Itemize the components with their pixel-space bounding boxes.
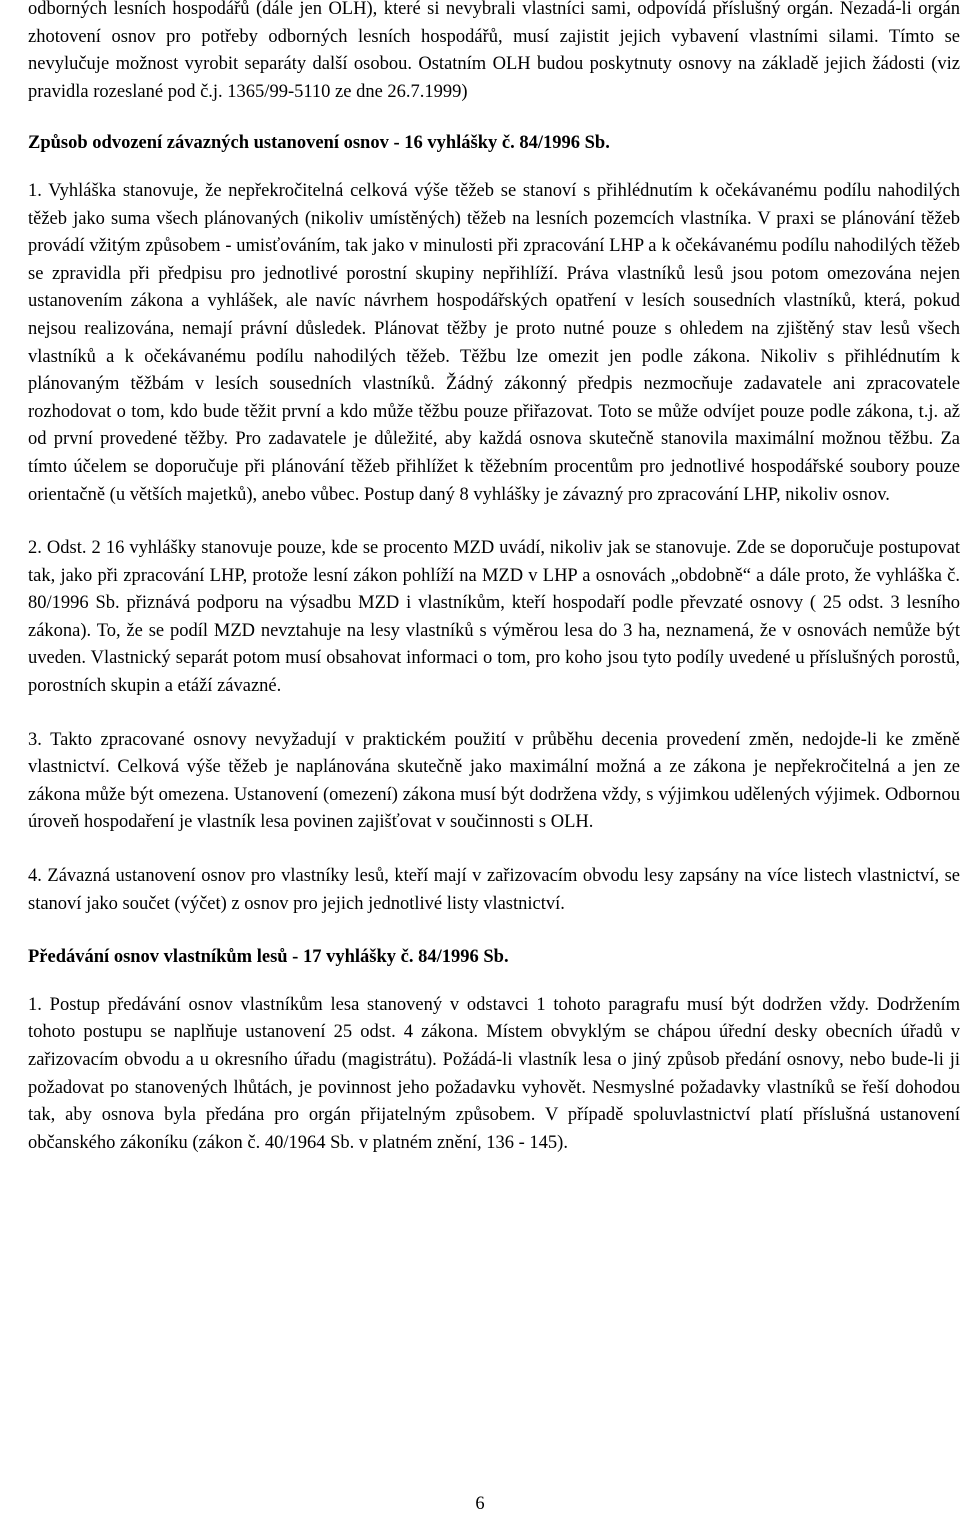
section-heading-predavani: Předávání osnov vlastníkům lesů - 17 vyhlášky č. 84/1996 Sb. [28, 947, 509, 968]
section1-item-4: 4. Závazná ustanovení osnov pro vlastníky lesů, kteří mají v zařizovacím obvodu lesy zapsány na více listech vlastnictví, se stanoví jako součet (výčet) z osnov pro jejich jednotlivé listy vlastnictví. [28, 866, 960, 914]
section1-item-3: 3. Takto zpracované osnovy nevyžadují v praktickém použití v průběhu decenia provedení změn, nedojde-li ke změně vlastnictví. Celková výše těžeb je naplánována skutečně jako maximální možná a ze zákona je nepřekročitelná a jen ze zákona může být omezena. Ustanovení (omezení) zákona musí být dodržena vždy, s výjimkou udělených výjimek. Odbornou úroveň hospodaření je vlastník lesa povinen zajišťovat v součinnosti s OLH. [28, 729, 960, 833]
page-number: 6 [475, 1494, 485, 1514]
intro-paragraph: odborných lesních hospodářů (dále jen OLH), které si nevybrali vlastníci sami, odpovídá příslušný orgán. Nezadá-li orgán zhotovení osnov pro potřeby odborných lesních hospodářů, musí zajistit jejich vybavení vlastními silami. Tímto se nevylučuje možnost vyrobit separáty další osobou. Ostatním OLH budou poskytnuty osnovy na základě jejich žádosti (viz pravidla rozeslané pod č.j. 1365/99-5110 ze dne 26.7.1999) [28, 0, 960, 102]
section2-item-1: 1. Postup předávání osnov vlastníkům lesa stanovený v odstavci 1 tohoto paragrafu musí být dodržen vždy. Dodržením tohoto postupu se naplňuje ustanovení 25 odst. 4 zákona. Místem obvyklým se chápou úřední desky obecních úřadů v zařizovacím obvodu a u okresního úřadu (magistrátu). Požádá-li vlastník lesa o jiný způsob předání osnovy, nebo bude-li ji požadovat po stanovených lhůtách, je povinnost jeho požadavku vyhovět. Nesmyslné požadavky vlastníků se řeší dohodou tak, aby osnova byla předána pro orgán přijatelným způsobem. V případě spoluvlastnictví platí příslušná ustanovení občanského zákoníku (zákon č. 40/1964 Sb. v platném znění, 136 - 145). [28, 994, 960, 1153]
section1-item-1: 1. Vyhláška stanovuje, že nepřekročitelná celková výše těžeb se stanoví s přihlédnutím k očekávanému podílu nahodilých těžeb jako suma všech plánovaných (nikoliv umístěných) těžeb na lesních pozemcích vlastníka. V praxi se plánování těžeb provádí vžitým způsobem - umisťováním, tak jako v minulosti při zpracování LHP a k očekávanému podílu nahodilých těžeb se zpravidla při předpisu pro jednotlivé porostní skupiny nepřihlíží. Práva vlastníků lesů jsou potom omezována nejen ustanovením zákona a vyhlášek, ale navíc návrhem hospodářských opatření v lesích sousedních vlastníků, která, pokud nejsou realizována, nemají právní důsledek. Plánovat těžby je proto nutné pouze s ohledem na zjištěný stav lesů všech vlastníků a k očekávanému podílu nahodilých těžeb. Těžbu lze omezit jen podle zákona. Nikoliv s přihlédnutím k plánovaným těžbám v lesích sousedních vlastníků. Žádný zákonný předpis nezmocňuje zadavatele ani zpracovatele rozhodovat o tom, kdo bude těžit první a kdo může těžbu pouze přiřazovat. Toto se může odvíjet pouze podle zákona, t.j. až od první provedené těžby. Pro zadavatele je důležité, aby každá osnova skutečně stanovila maximální možnou těžbu. Za tímto účelem se doporučuje při plánování těžeb přihlížet k těžebním procentům pro jednotlivé hospodářské soubory pouze orientačně (u větších majetků), anebo vůbec. Postup daný 8 vyhlášky je závazný pro zpracování LHP, nikoliv osnov. [28, 180, 960, 505]
section1-item-2: 2. Odst. 2 16 vyhlášky stanovuje pouze, kde se procento MZD uvádí, nikoliv jak se stanovuje. Zde se doporučuje postupovat tak, jako při zpracování LHP, protože lesní zákon pohlíží na MZD v LHP a osnovách „obdobně“ a dále proto, že vyhláška č. 80/1996 Sb. přiznává podporu na výsadbu MZD i vlastníkům, kteří hospodaří podle převzaté osnovy ( 25 odst. 3 lesního zákona). To, že se podíl MZD nevztahuje na lesy vlastníků s výměrou lesa do 3 ha, neznamená, že v osnovách nemůže být uveden. Vlastnický separát potom musí obsahovat informaci o tom, pro koho jsou tyto podíly uvedené u příslušných porostů, porostních skupin a etáží závazné. [28, 538, 960, 697]
section-heading-odvozeni: Způsob odvození závazných ustanovení osnov - 16 vyhlášky č. 84/1996 Sb. [28, 133, 610, 154]
page-content [28, 0, 960, 1157]
